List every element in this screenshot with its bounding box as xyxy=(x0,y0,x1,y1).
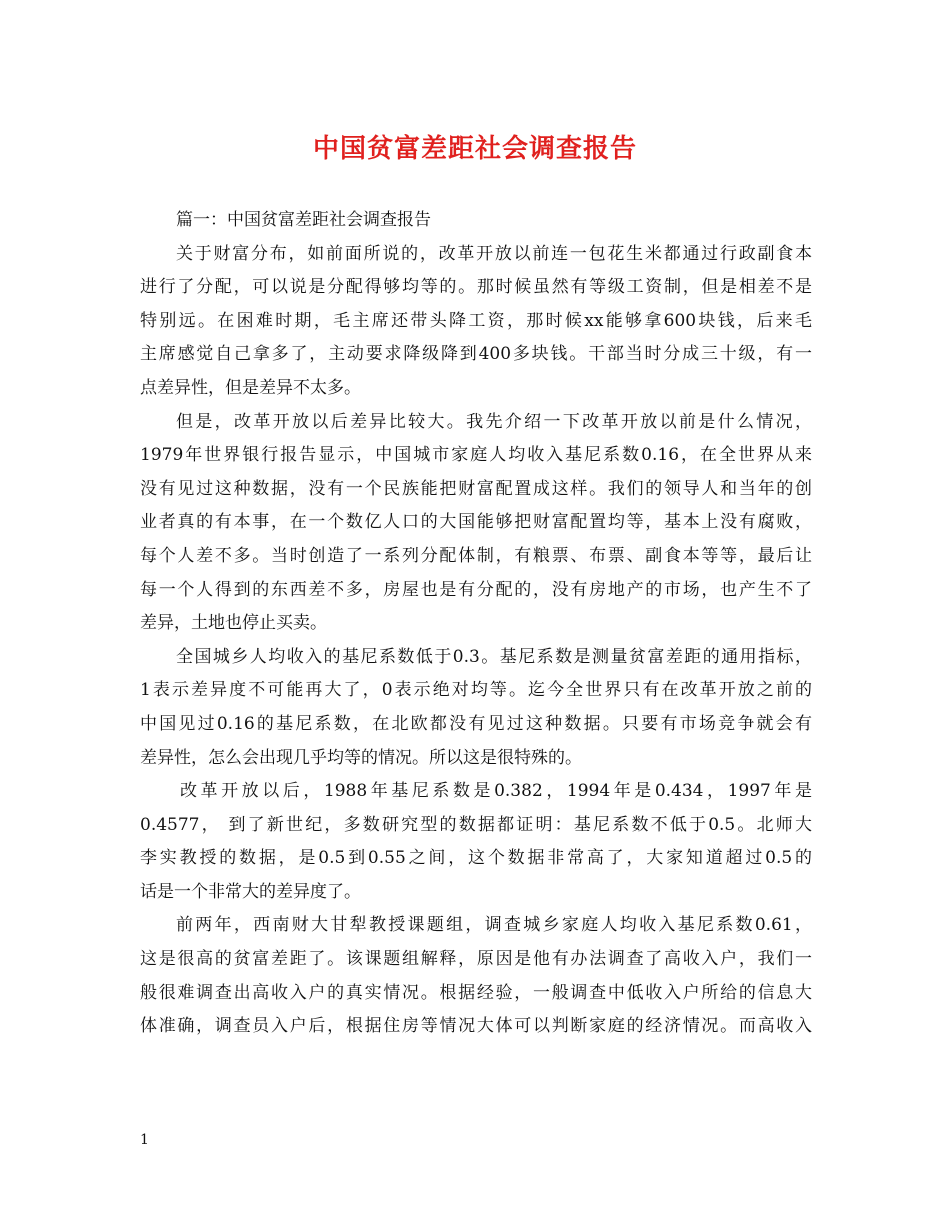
text-line: 差异性，怎么会出现几乎均等的情况。所以这是很特殊的。 xyxy=(140,747,582,768)
text-line: 但是，改革开放以后差异比较大。我先介绍一下改革开放以前是什么情况， xyxy=(176,411,812,432)
text-line: 改革开放以后，1988年基尼系数是0.382，1994年是0.434，1997年是 xyxy=(180,781,812,802)
text-line: 关于财富分布，如前面所说的，改革开放以前连一包花生米都通过行政副食本 xyxy=(176,243,812,264)
text-line: 李实教授的数据，是0.5到0.55之间，这个数据非常高了，大家知道超过0.5的 xyxy=(140,848,812,869)
text-line: 差异，土地也停止买卖。 xyxy=(140,613,327,634)
page-number: 1 xyxy=(140,1132,149,1148)
text-line: 1979年世界银行报告显示，中国城市家庭人均收入基尼系数0.16，在全世界从来 xyxy=(140,445,812,466)
text-line: 点差异性，但是差异不太多。 xyxy=(140,377,361,398)
text-line: 篇一：中国贫富差距社会调查报告 xyxy=(176,210,431,230)
text-line: 每一个人得到的东西差不多，房屋也是有分配的，没有房地产的市场，也产生不了 xyxy=(140,579,812,600)
text-line: 没有见过这种数据，没有一个民族能把财富配置成这样。我们的领导人和当年的创 xyxy=(140,478,812,499)
text-line: 全国城乡人均收入的基尼系数低于0.3。基尼系数是测量贫富差距的通用指标， xyxy=(176,646,812,667)
text-line: 主席感觉自己拿多了，主动要求降级降到400多块钱。干部当时分成三十级，有一 xyxy=(140,344,812,365)
text-line: 每个人差不多。当时创造了一系列分配体制，有粮票、布票、副食本等等，最后让 xyxy=(140,545,812,566)
text-line: 体准确，调查员入户后，根据住房等情况大体可以判断家庭的经济情况。而高收入 xyxy=(140,1016,812,1037)
text-line: 前两年，西南财大甘犁教授课题组，调查城乡家庭人均收入基尼系数0.61， xyxy=(176,915,812,936)
text-line: 业者真的有本事，在一个数亿人口的大国能够把财富配置均等，基本上没有腐败， xyxy=(140,512,812,533)
text-line: 话是一个非常大的差异度了。 xyxy=(140,881,361,902)
text-line: 般很难调查出高收入户的真实情况。根据经验，一般调查中低收入户所给的信息大 xyxy=(140,982,812,1003)
text-line: 进行了分配，可以说是分配得够均等的。那时候虽然有等级工资制，但是相差不是 xyxy=(140,277,812,298)
document-body xyxy=(140,204,812,1044)
text-line: 这是很高的贫富差距了。该课题组解释，原因是他有办法调查了高收入户，我们一 xyxy=(140,949,812,970)
document-title: 中国贫富差距社会调查报告 xyxy=(312,134,637,164)
text-line: 0.4577， 到了新世纪，多数研究型的数据都证明：基尼系数不低于0.5。北师大 xyxy=(140,814,812,835)
text-line: 特别远。在困难时期，毛主席还带头降工资，那时候xx能够拿600块钱，后来毛 xyxy=(140,310,812,331)
text-line: 1表示差异度不可能再大了，0表示绝对均等。迄今全世界只有在改革开放之前的 xyxy=(140,680,812,701)
text-line: 中国见过0.16的基尼系数，在北欧都没有见过这种数据。只要有市场竞争就会有 xyxy=(140,713,812,734)
